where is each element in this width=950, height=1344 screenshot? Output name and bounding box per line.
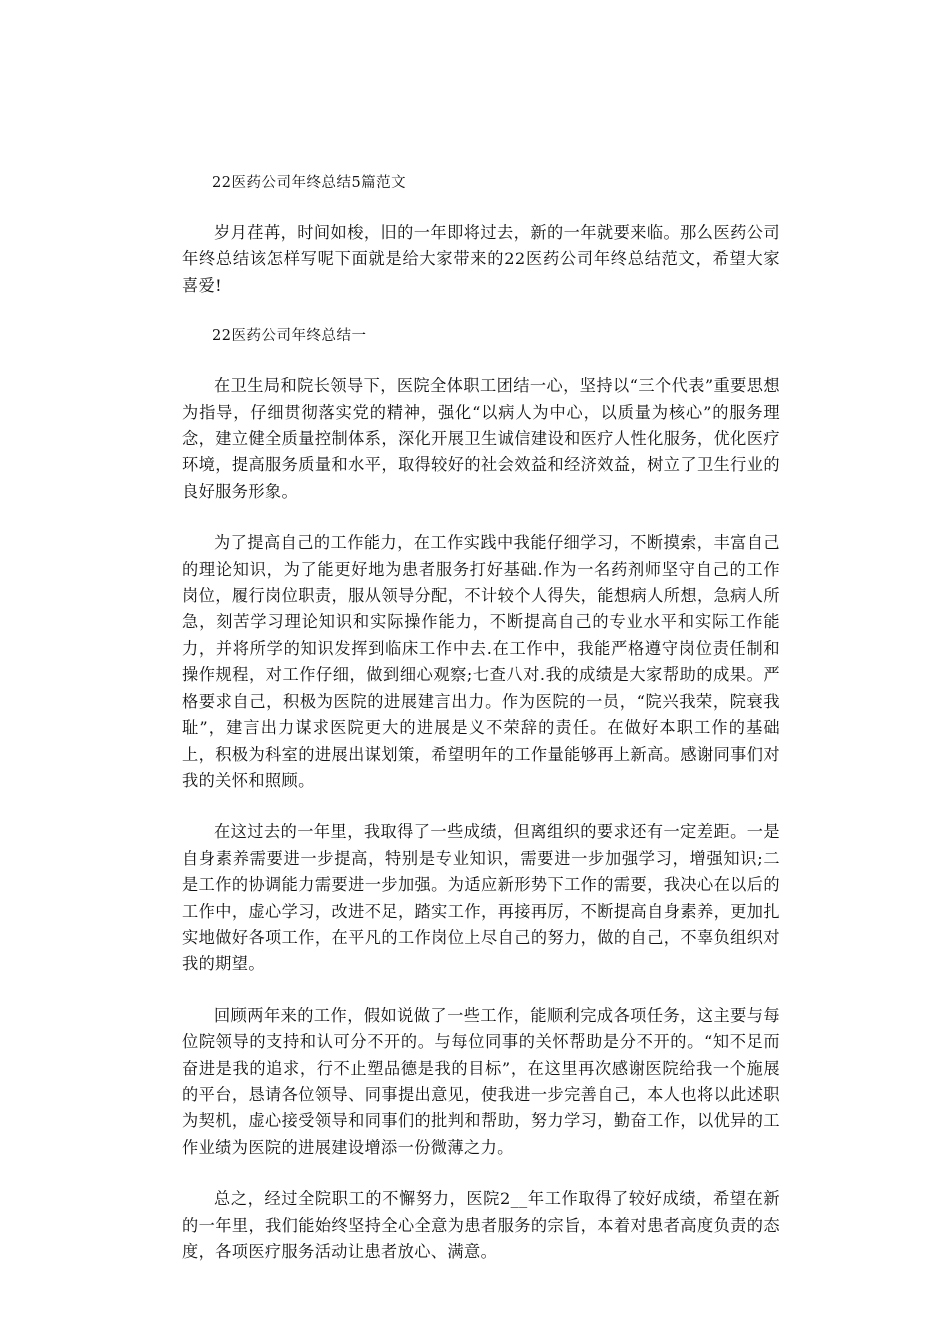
section-title: 22医药公司年终总结一	[212, 328, 367, 345]
body-paragraph: 为了提高自己的工作能力，在工作实践中我能仔细学习，不断摸索，丰富自己的理论知识，为了能更好地为患者服务打好基础.作为一名药剂师坚守自己的工作岗位，履行岗位职责，服从领导分配，不计较个人得失，能想病人所想，急病人所急，刻苦学习理论知识和实际操作能力，不断提高自己的专业水平和实际工作能力，并将所学的知识发挥到临床工作中去.在工作中，我能严格遵守岗位责任制和操作规程，对工作仔细，做到细心观察;七查八对.我的成绩是大家帮助的成果。严格要求自己，积极为医院的进展建言出力。作为医院的一员，“院兴我荣，院衰我耻”，建言出力谋求医院更大的进展是义不荣辞的责任。在做好本职工作的基础上，积极为科室的进展出谋划策，希望明年的工作量能够再上新高。感谢同事们对我的关怀和照顾。	[182, 533, 780, 790]
body-paragraph: 回顾两年来的工作，假如说做了一些工作，能顺利完成各项任务，这主要与每位院领导的支持和认可分不开的。与每位同事的关怀帮助是分不开的。“知不足而奋进是我的追求，行不止塑品德是我的目标”，在这里再次感谢医院给我一个施展的平台，恳请各位领导、同事提出意见，使我进一步完善自己，本人也将以此述职为契机，虚心接受领导和同事们的批判和帮助，努力学习，勤奋工作，以优异的工作业绩为医院的进展建设增添一份微薄之力。	[182, 1005, 780, 1157]
body-paragraph: 总之，经过全院职工的不懈努力，医院2__年工作取得了较好成绩，希望在新的一年里，我们能始终坚持全心全意为患者服务的宗旨，本着对患者高度负责的态度，各项医疗服务活动让患者放心、满意。	[182, 1189, 780, 1261]
body-paragraph: 在这过去的一年里，我取得了一些成绩，但离组织的要求还有一定差距。一是自身素养需要进一步提高，特别是专业知识，需要进一步加强学习，增强知识;二是工作的协调能力需要进一步加强。为适应新形势下工作的需要，我决心在以后的工作中，虚心学习，改进不足，踏实工作，再接再厉，不断提高自身素养，更加扎实地做好各项工作，在平凡的工作岗位上尽自己的努力，做的自己，不辜负组织对我的期望。	[182, 822, 780, 974]
document-page	[182, 171, 780, 1290]
document-title: 22医药公司年终总结5篇范文	[212, 175, 407, 191]
intro-paragraph: 岁月荏苒，时间如梭，旧的一年即将过去，新的一年就要来临。那么医药公司年终总结该怎样写呢下面就是给大家带来的22医药公司年终总结范文，希望大家喜爱!	[182, 223, 780, 295]
body-paragraph: 在卫生局和院长领导下，医院全体职工团结一心，坚持以“三个代表”重要思想为指导，仔细贯彻落实党的精神，强化“以病人为中心，以质量为核心”的服务理念，建立健全质量控制体系，深化开展卫生诚信建设和医疗人性化服务，优化医疗环境，提高服务质量和水平，取得较好的社会效益和经济效益，树立了卫生行业的良好服务形象。	[182, 376, 780, 501]
